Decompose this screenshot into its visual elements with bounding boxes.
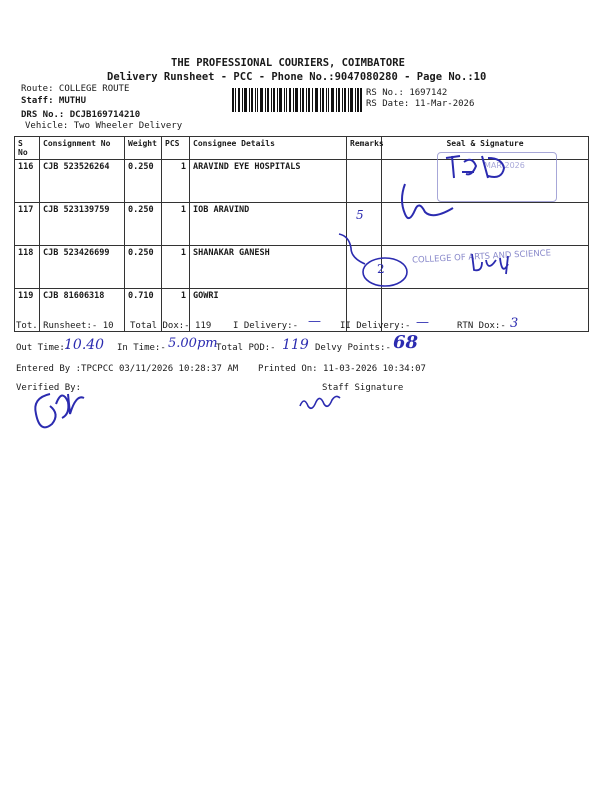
signature-row-118-graphic	[468, 250, 520, 276]
runsheet-subtitle: Delivery Runsheet - PCC - Phone No.:9047080280 - Page No.:10	[107, 71, 487, 83]
cell-consignee: SHANAKAR GANESH	[190, 246, 347, 289]
col-header-weight: Weight	[125, 137, 162, 160]
drs-label: DRS No.: DCJB169714210	[21, 110, 141, 120]
tot-runsheet: Tot. Runsheet:- 10	[16, 321, 114, 331]
cell-sno: 118	[15, 246, 40, 289]
cell-weight: 0.250	[125, 203, 162, 246]
in-time-label: In Time:-	[117, 343, 166, 353]
verified-by-signature	[28, 384, 92, 442]
stamp-date-text: MAR 2026	[484, 161, 525, 170]
cell-consignment: CJB 523526264	[40, 160, 125, 203]
cell-weight: 0.710	[125, 289, 162, 332]
rtn-dox-label: RTN Dox:-	[457, 321, 506, 331]
barcode-graphic	[232, 88, 362, 112]
barcode	[232, 88, 362, 112]
cell-weight: 0.250	[125, 160, 162, 203]
delvy-points-value: 68	[393, 332, 419, 353]
remark-118-graphic	[335, 230, 415, 290]
staff-signature	[296, 390, 346, 418]
cell-pcs: 1	[162, 289, 190, 332]
i-delivery-label: I Delivery:-	[233, 321, 299, 331]
i-delivery-value: —	[308, 314, 321, 329]
cell-sno: 116	[15, 160, 40, 203]
remark-117: 5	[356, 208, 364, 222]
col-header-sno: S No	[15, 137, 40, 160]
cell-consignment: CJB 523426699	[40, 246, 125, 289]
delvy-points-label: Delvy Points:-	[315, 343, 391, 353]
total-pod-value: 119	[282, 337, 309, 353]
vehicle-label: Vehicle: Two Wheeler Delivery	[25, 121, 183, 131]
cell-pcs: 1	[162, 246, 190, 289]
staff-label: Staff: MUTHU	[21, 96, 87, 106]
ii-delivery-label: II Delivery:-	[340, 321, 411, 331]
cell-consignment: CJB 81606318	[40, 289, 125, 332]
cell-consignee: GOWRI	[190, 289, 347, 332]
cell-sno: 119	[15, 289, 40, 332]
staff-signature-graphic	[296, 390, 346, 414]
rtn-dox-value: 3	[510, 316, 519, 331]
cell-consignee: ARAVIND EYE HOSPITALS	[190, 160, 347, 203]
printed-on: Printed On: 11-03-2026 10:34:07	[258, 364, 426, 374]
remark-118: 2	[377, 262, 385, 276]
college-stamp: COLLEGE OF ARTS AND SCIENCE	[411, 248, 552, 266]
cell-weight: 0.250	[125, 246, 162, 289]
cell-consignment: CJB 523139759	[40, 203, 125, 246]
signature-row-117-graphic	[397, 180, 457, 224]
out-time-value: 10.40	[64, 337, 105, 353]
total-pod-label: Total POD:-	[216, 343, 276, 353]
col-header-remarks: Remarks	[347, 137, 382, 160]
verified-by-label: Verified By:	[16, 383, 82, 393]
signature-row-118	[468, 250, 520, 280]
in-time-value: 5.00pm	[168, 336, 218, 351]
route-label: Route: COLLEGE ROUTE	[21, 84, 130, 94]
col-header-consignment: Consignment No	[40, 137, 125, 160]
col-header-consignee: Consignee Details	[190, 137, 347, 160]
cell-sno: 117	[15, 203, 40, 246]
col-header-pcs: PCS	[162, 137, 190, 160]
cell-pcs: 1	[162, 160, 190, 203]
total-dox: Total Dox:- 119	[130, 321, 212, 331]
remark-118-mark	[335, 230, 415, 290]
table-row	[15, 203, 589, 246]
rs-date: RS Date: 11-Mar-2026	[366, 99, 475, 109]
signature-row-117	[397, 180, 457, 228]
out-time-label: Out Time:-	[16, 343, 71, 353]
entered-by: Entered By :TPCPCC 03/11/2026 10:28:37 AM	[16, 364, 239, 374]
ii-delivery-value: —	[416, 315, 429, 330]
cell-pcs: 1	[162, 203, 190, 246]
rs-number: RS No.: 1697142	[366, 88, 448, 98]
staff-signature-label: Staff Signature	[322, 383, 404, 393]
cell-consignee: IOB ARAVIND	[190, 203, 347, 246]
company-title: THE PROFESSIONAL COURIERS, COIMBATORE	[171, 57, 405, 69]
signature-row-116-graphic	[442, 152, 512, 182]
verified-by-signature-graphic	[28, 384, 92, 438]
cell-remarks	[347, 160, 382, 203]
col-header-seal-signature: Seal & Signature	[382, 137, 589, 160]
